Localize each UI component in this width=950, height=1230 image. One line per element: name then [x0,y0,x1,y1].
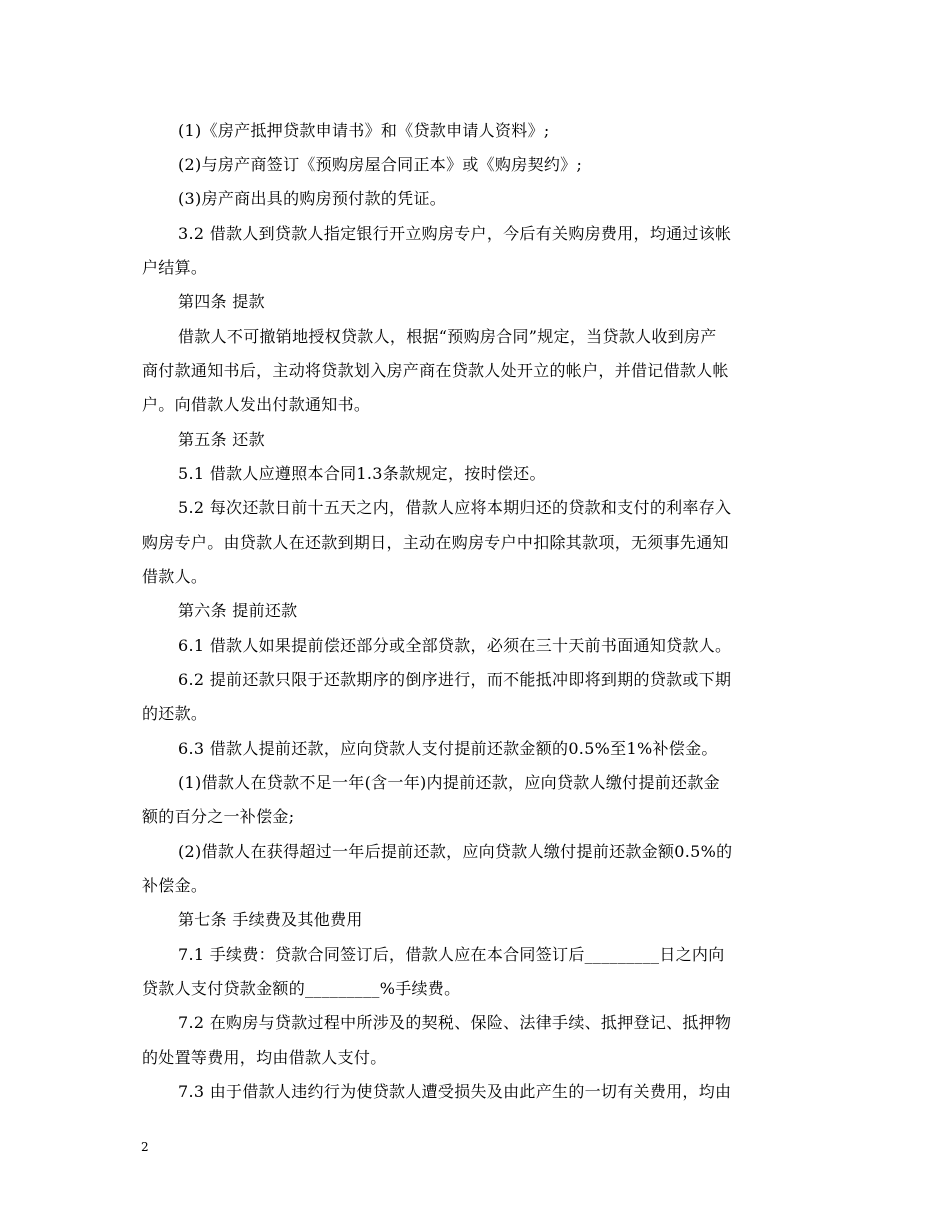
article-6-heading: 第六条 提前还款 [178,601,298,620]
clause-5-2-line-2: 购房专户。由贷款人在还款到期日，主动在购房专户中扣除其款项，无须事先通知 [142,533,729,552]
clause-6-2-line-2: 的还款。 [142,704,208,723]
article-4-line-2: 商付款通知书后，主动将贷款划入房产商在贷款人处开立的帐户，并借记借款人帐 [142,361,729,380]
article-4-line-1: 借款人不可撤销地授权贷款人，根据“预购房合同”规定，当贷款人收到房产 [178,327,717,346]
clause-7-1-line-1: 7.1 手续费：贷款合同签订后，借款人应在本合同签订后_________日之内向 [178,945,725,964]
article-4-line-3: 户。向借款人发出付款通知书。 [142,395,371,414]
page-number: 2 [141,1140,149,1154]
article-7-heading: 第七条 手续费及其他费用 [178,910,363,929]
clause-5-2-line-3: 借款人。 [142,567,208,586]
clause-6-2-line-1: 6.2 提前还款只限于还款期序的倒序进行，而不能抵冲即将到期的贷款或下期 [178,670,732,689]
clause-6-3-item-1-line-1: (1)借款人在贷款不足一年(含一年)内提前还款，应向贷款人缴付提前还款金 [178,773,720,792]
clause-7-2-line-2: 的处置等费用，均由借款人支付。 [142,1048,387,1067]
clause-7-1-line-2: 贷款人支付贷款金额的_________%手续费。 [142,979,461,998]
clause-6-3: 6.3 借款人提前还款，应向贷款人支付提前还款金额的0.5%至1%补偿金。 [178,739,718,758]
clause-7-2-line-1: 7.2 在购房与贷款过程中所涉及的契税、保险、法律手续、抵押登记、抵押物 [178,1013,732,1032]
clause-6-1: 6.1 借款人如果提前偿还部分或全部贷款，必须在三十天前书面通知贷款人。 [178,636,732,655]
clause-3-2-line-2: 户结算。 [142,258,208,277]
clause-3-1-item-2: (2)与房产商签订《预购房屋合同正本》或《购房契约》; [178,155,583,174]
clause-6-3-item-2-line-1: (2)借款人在获得超过一年后提前还款，应向贷款人缴付提前还款金额0.5%的 [178,842,733,861]
clause-6-3-item-1-line-2: 额的百分之一补偿金; [142,807,295,826]
clause-3-1-item-3: (3)房产商出具的购房预付款的凭证。 [178,189,447,208]
clause-7-3-line-1: 7.3 由于借款人违约行为使贷款人遭受损失及由此产生的一切有关费用，均由 [178,1082,732,1101]
clause-5-1: 5.1 借款人应遵照本合同1.3条款规定，按时偿还。 [178,464,546,483]
clause-6-3-item-2-line-2: 补偿金。 [142,876,208,895]
article-4-heading: 第四条 提款 [178,292,265,311]
article-5-heading: 第五条 还款 [178,430,265,449]
clause-3-1-item-1: (1)《房产抵押贷款申请书》和《贷款申请人资料》; [178,121,550,140]
clause-5-2-line-1: 5.2 每次还款日前十五天之内，借款人应将本期归还的贷款和支付的利率存入 [178,498,732,517]
clause-3-2-line-1: 3.2 借款人到贷款人指定银行开立购房专户，今后有关购房费用，均通过该帐 [178,224,732,243]
